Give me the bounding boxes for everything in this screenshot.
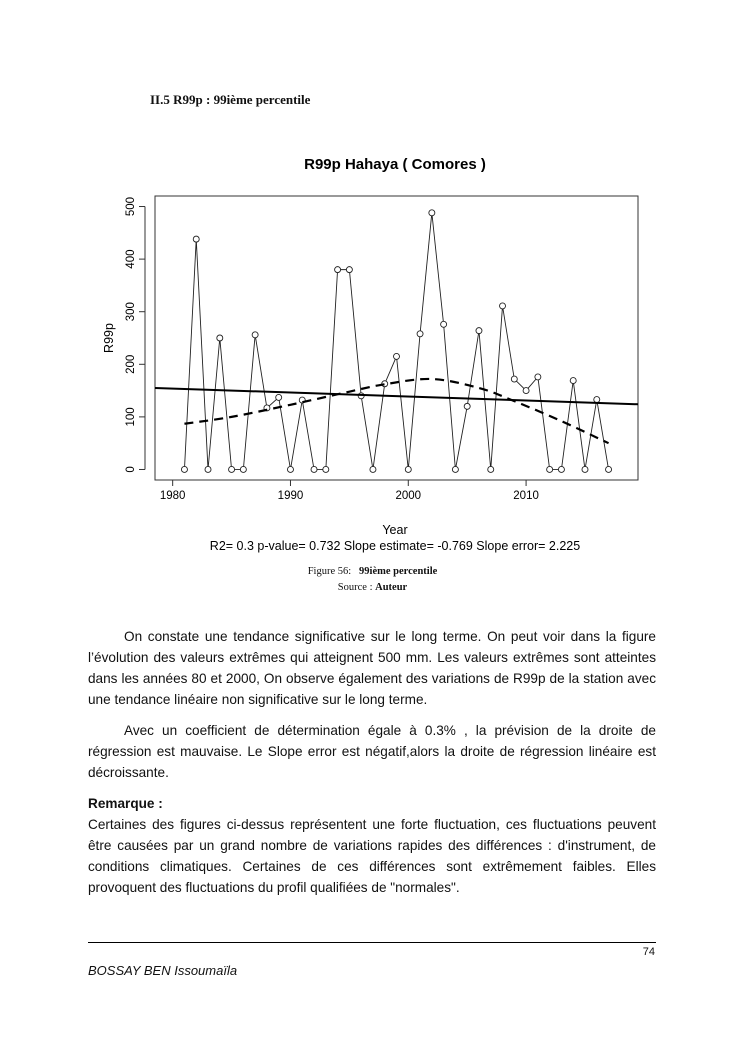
data-point [417, 331, 423, 337]
data-point [500, 303, 506, 309]
data-point [229, 466, 235, 472]
data-point [488, 466, 494, 472]
data-point [464, 403, 470, 409]
data-point [476, 328, 482, 334]
data-point [346, 267, 352, 273]
data-point [511, 376, 517, 382]
section-heading: II.5 R99p : 99ième percentile [150, 92, 311, 107]
figure-title: 99ième percentile [359, 566, 438, 577]
data-point [193, 236, 199, 242]
page-number: 74 [642, 946, 655, 958]
figure-caption [0, 566, 745, 577]
chart-title: R99p Hahaya ( Comores ) [304, 156, 486, 173]
data-point [252, 332, 258, 338]
data-point [582, 466, 588, 472]
figure-source [0, 582, 745, 593]
x-axis-label: Year [382, 523, 408, 537]
figure-label: Figure 56: [307, 566, 352, 577]
data-point [523, 388, 529, 394]
stats-annotation: R2= 0.3 p-value= 0.732 Slope estimate= -0.769 Slope error= 2.225 [209, 539, 581, 553]
data-point [405, 466, 411, 472]
linear-trend-line [155, 388, 638, 404]
y-axis-label: R99p [102, 323, 116, 353]
data-point [570, 378, 576, 384]
data-point [370, 466, 376, 472]
source-label: Source : [337, 582, 373, 593]
data-point [429, 210, 435, 216]
y-tick-label: 200 [125, 354, 137, 374]
data-point [441, 321, 447, 327]
source-value: Auteur [375, 582, 408, 593]
data-point [558, 466, 564, 472]
data-point [287, 466, 293, 472]
y-tick-label: 500 [125, 196, 137, 217]
x-tick-label: 2000 [395, 490, 422, 502]
y-tick-label: 300 [125, 302, 137, 322]
paragraph-1: On constate une tendance significative sur le long terme. On peut voir dans la figure l’évolution des valeurs extrêmes qui atteignent 500 mm. Les valeurs extrêmes sont atteintes dans les années 80 et 2000, On observe également des variations de R99p de la station avec une tendance linéaire non significative sur le long terme. [88, 629, 656, 707]
data-point [217, 335, 223, 341]
x-tick-label: 2010 [513, 490, 539, 502]
data-point [606, 466, 612, 472]
y-tick-label: 0 [125, 466, 137, 473]
footer-divider [88, 942, 656, 943]
r99p-series-line [184, 213, 608, 470]
data-point [240, 466, 246, 472]
data-point [335, 267, 341, 273]
x-tick-label: 1990 [277, 490, 304, 502]
data-point [452, 466, 458, 472]
data-point [311, 466, 317, 472]
remark-title: Remarque : [88, 796, 163, 811]
x-tick-label: 1980 [159, 490, 186, 502]
remark-text: Certaines des figures ci-dessus représentent une forte fluctuation, ces fluctuations peuvent être causées par un grand nombre de variations rapides des différences : d'instrument, de conditions climatiques. Certaines de ces différences sont extrêmement faibles. Elles provoquent des fluctuations du profil qualifiées de "normales". [88, 817, 656, 895]
paragraph-2: Avec un coefficient de détermination égale à 0.3% , la prévision de la droite de régression est mauvaise. Le Slope error est négatif,alors la droite de régression linéaire est décroissante. [88, 723, 656, 780]
footer-author: BOSSAY BEN Issoumaïla [88, 963, 238, 978]
body-text [88, 626, 656, 898]
data-point [205, 466, 211, 472]
data-point [323, 466, 329, 472]
data-point [594, 397, 600, 403]
y-tick-label: 400 [125, 249, 137, 269]
data-point [394, 353, 400, 359]
data-point [547, 466, 553, 472]
y-tick-label: 100 [125, 407, 137, 427]
data-point [276, 394, 282, 400]
data-point [535, 374, 541, 380]
data-point [181, 466, 187, 472]
